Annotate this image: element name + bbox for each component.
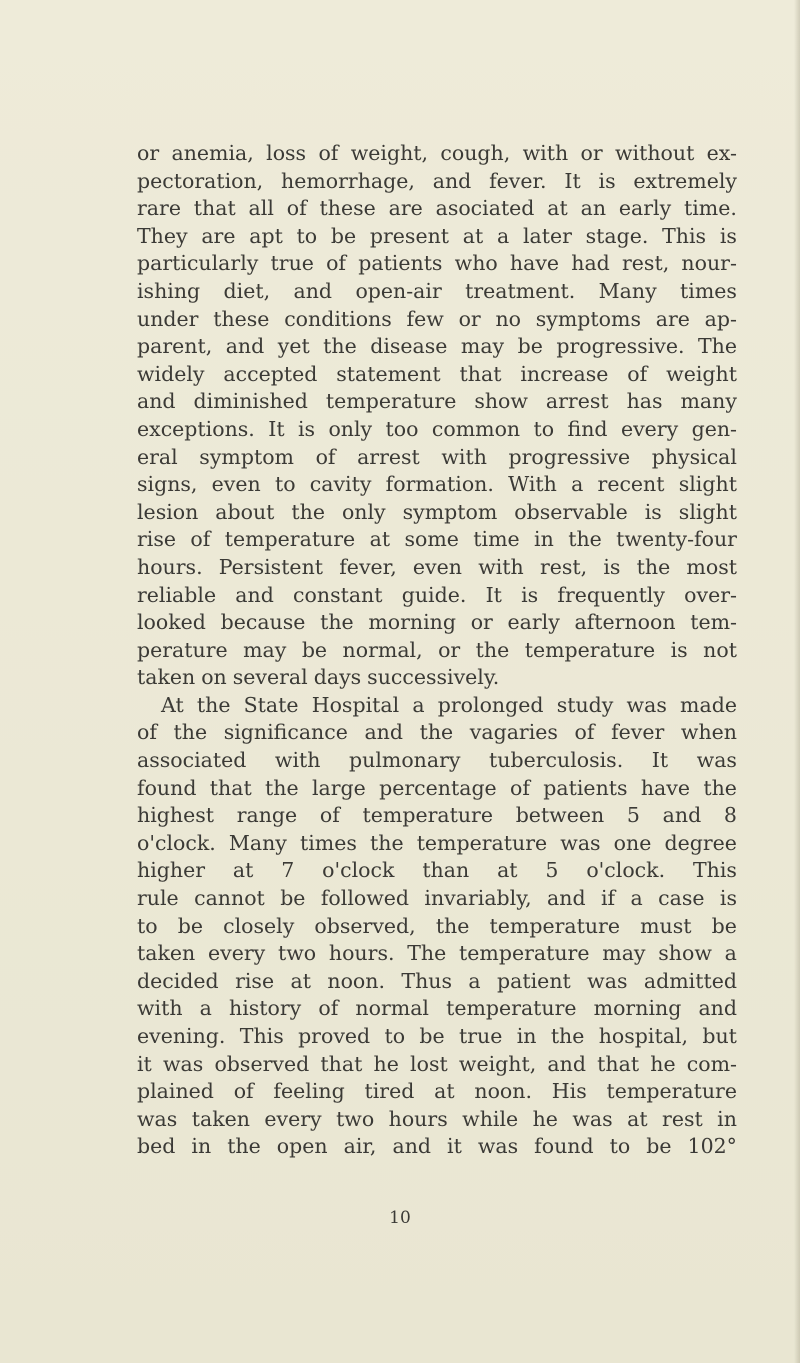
text-line: under these conditions few or no symptoms are ap- — [137, 306, 737, 331]
text-line: pectoration, hemorrhage, and fever. It is extremely — [137, 168, 737, 193]
text-line: At the State Hospital a prolonged study was made — [161, 692, 737, 717]
text-line: it was observed that he lost weight, and that he com- — [137, 1051, 737, 1076]
text-line: and diminished temperature show arrest has many — [137, 389, 737, 414]
text-line: They are apt to be present at a later stage. This is — [137, 223, 737, 248]
text-line: particularly true of patients who have had rest, nour- — [137, 251, 737, 276]
text-line: parent, and yet the disease may be progressive. The — [137, 334, 737, 359]
text-line: found that the large percentage of patients have the — [137, 775, 737, 800]
text-line: rise of temperature at some time in the twenty-four — [137, 527, 737, 552]
text-line: taken on several days successively. — [137, 665, 500, 690]
text-line: exceptions. It is only too common to find every gen- — [137, 416, 737, 441]
text-line: plained of feeling tired at noon. His temperature — [137, 1079, 737, 1104]
text-line: ishing diet, and open-air treatment. Many times — [137, 278, 737, 303]
text-line: evening. This proved to be true in the hospital, but — [137, 1024, 737, 1048]
text-line: with a history of normal temperature morning and — [137, 996, 737, 1021]
text-line: widely accepted statement that increase of weight — [137, 361, 737, 386]
text-line: rule cannot be followed invariably, and if a case is — [137, 886, 737, 911]
text-line: perature may be normal, or the temperature is not — [137, 637, 737, 662]
text-line: reliable and constant guide. It is frequently over- — [137, 582, 737, 607]
text-line: was taken every two hours while he was at rest in — [137, 1106, 737, 1131]
text-line: decided rise at noon. Thus a patient was admitted — [137, 968, 737, 993]
page-edge-shadow — [794, 0, 800, 1363]
text-line: higher at 7 o'clock than at 5 o'clock. This — [137, 858, 737, 883]
text-line: rare that all of these are asociated at an early time. — [137, 196, 737, 221]
text-line: taken every two hours. The temperature may show a — [137, 941, 737, 966]
text-line: highest range of temperature between 5 and 8 — [137, 803, 737, 828]
page-number: 10 — [389, 1208, 411, 1228]
body-text — [137, 140, 737, 1161]
text-line: lesion about the only symptom observable is slight — [137, 499, 737, 524]
text-line: eral symptom of arrest with progressive physical — [137, 444, 737, 469]
text-line: bed in the open air, and it was found to be 102° — [137, 1134, 737, 1159]
text-line: hours. Persistent fever, even with rest, is the most — [137, 554, 737, 579]
text-line: of the significance and the vagaries of fever when — [137, 720, 737, 745]
text-line: looked because the morning or early afternoon tem- — [137, 610, 737, 635]
text-line: to be closely observed, the temperature must be — [137, 913, 737, 938]
text-line: signs, even to cavity formation. With a recent slight — [137, 472, 737, 497]
text-line: or anemia, loss of weight, cough, with or without ex- — [137, 141, 737, 165]
text-line: associated with pulmonary tuberculosis. It was — [137, 748, 737, 773]
text-line: o'clock. Many times the temperature was one degree — [137, 830, 737, 855]
